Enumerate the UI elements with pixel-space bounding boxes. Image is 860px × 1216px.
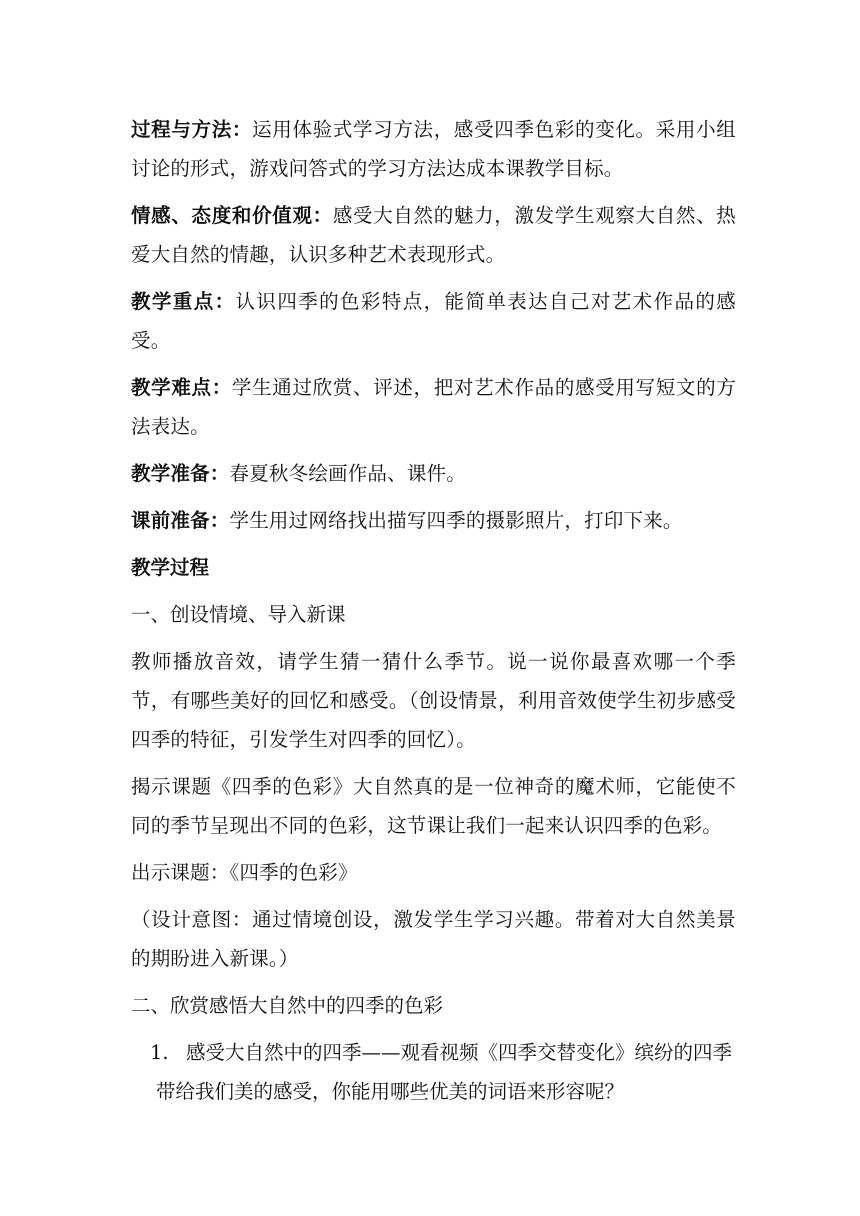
section-title-2: 二、欣赏感悟大自然中的四季的色彩	[131, 994, 444, 1017]
numbered-item-1-text: 感受大自然中的四季——观看视频《四季交替变化》缤纷的四季带给我们美的感受，你能用哪些优美的词语来形容呢？	[156, 1041, 733, 1103]
text-difficulties: 学生通过欣赏、评述，把对艺术作品的感受用写短文的方法表达。	[131, 376, 736, 438]
numbered-item-1	[131, 1033, 736, 1111]
paragraph-difficulties	[131, 368, 736, 446]
label-process-method: 过程与方法：	[131, 118, 253, 141]
label-teaching-prep: 教学准备：	[131, 462, 230, 485]
label-emotion-values: 情感、态度和价值观：	[131, 204, 333, 227]
paragraph-pre-class-prep	[131, 501, 736, 540]
text-emotion-values: 感受大自然的魅力，激发学生观察大自然、热爱大自然的情趣，认识多种艺术表现形式。	[131, 204, 736, 266]
numbered-item-1-number: 1.	[150, 1041, 169, 1064]
paragraph-intro-activity: 教师播放音效，请学生猜一猜什么季节。说一说你最喜欢哪一个季节，有哪些美好的回忆和感受。（创设情景，利用音效使学生初步感受四季的特征，引发学生对四季的回忆）。	[131, 650, 736, 751]
document-body	[131, 110, 736, 1111]
section-title-1: 一、创设情境、导入新课	[131, 603, 346, 626]
label-key-points: 教学重点：	[131, 290, 236, 313]
heading-teaching-process: 教学过程	[131, 556, 210, 579]
paragraph-emotion-values	[131, 196, 736, 274]
text-teaching-prep: 春夏秋冬绘画作品、课件。	[229, 462, 466, 485]
paragraph-show-topic: 出示课题：《四季的色彩》	[131, 861, 358, 884]
text-key-points: 认识四季的色彩特点，能简单表达自己对艺术作品的感受。	[131, 290, 736, 352]
paragraph-key-points	[131, 282, 736, 360]
label-difficulties: 教学难点：	[131, 376, 232, 399]
text-pre-class-prep: 学生用过网络找出描写四季的摄影照片，打印下来。	[229, 509, 683, 532]
text-process-method: 运用体验式学习方法，感受四季色彩的变化。采用小组讨论的形式，游戏问答式的学习方法达成本课教学目标。	[131, 118, 736, 180]
paragraph-reveal-topic: 揭示课题《四季的色彩》大自然真的是一位神奇的魔术师，它能使不同的季节呈现出不同的色彩，这节课让我们一起来认识四季的色彩。	[131, 775, 736, 837]
paragraph-design-intent: （设计意图：通过情境创设，激发学生学习兴趣。带着对大自然美景的期盼进入新课。）	[131, 908, 736, 970]
label-pre-class-prep: 课前准备：	[131, 509, 230, 532]
paragraph-teaching-prep	[131, 454, 736, 493]
paragraph-process-method	[131, 110, 736, 188]
